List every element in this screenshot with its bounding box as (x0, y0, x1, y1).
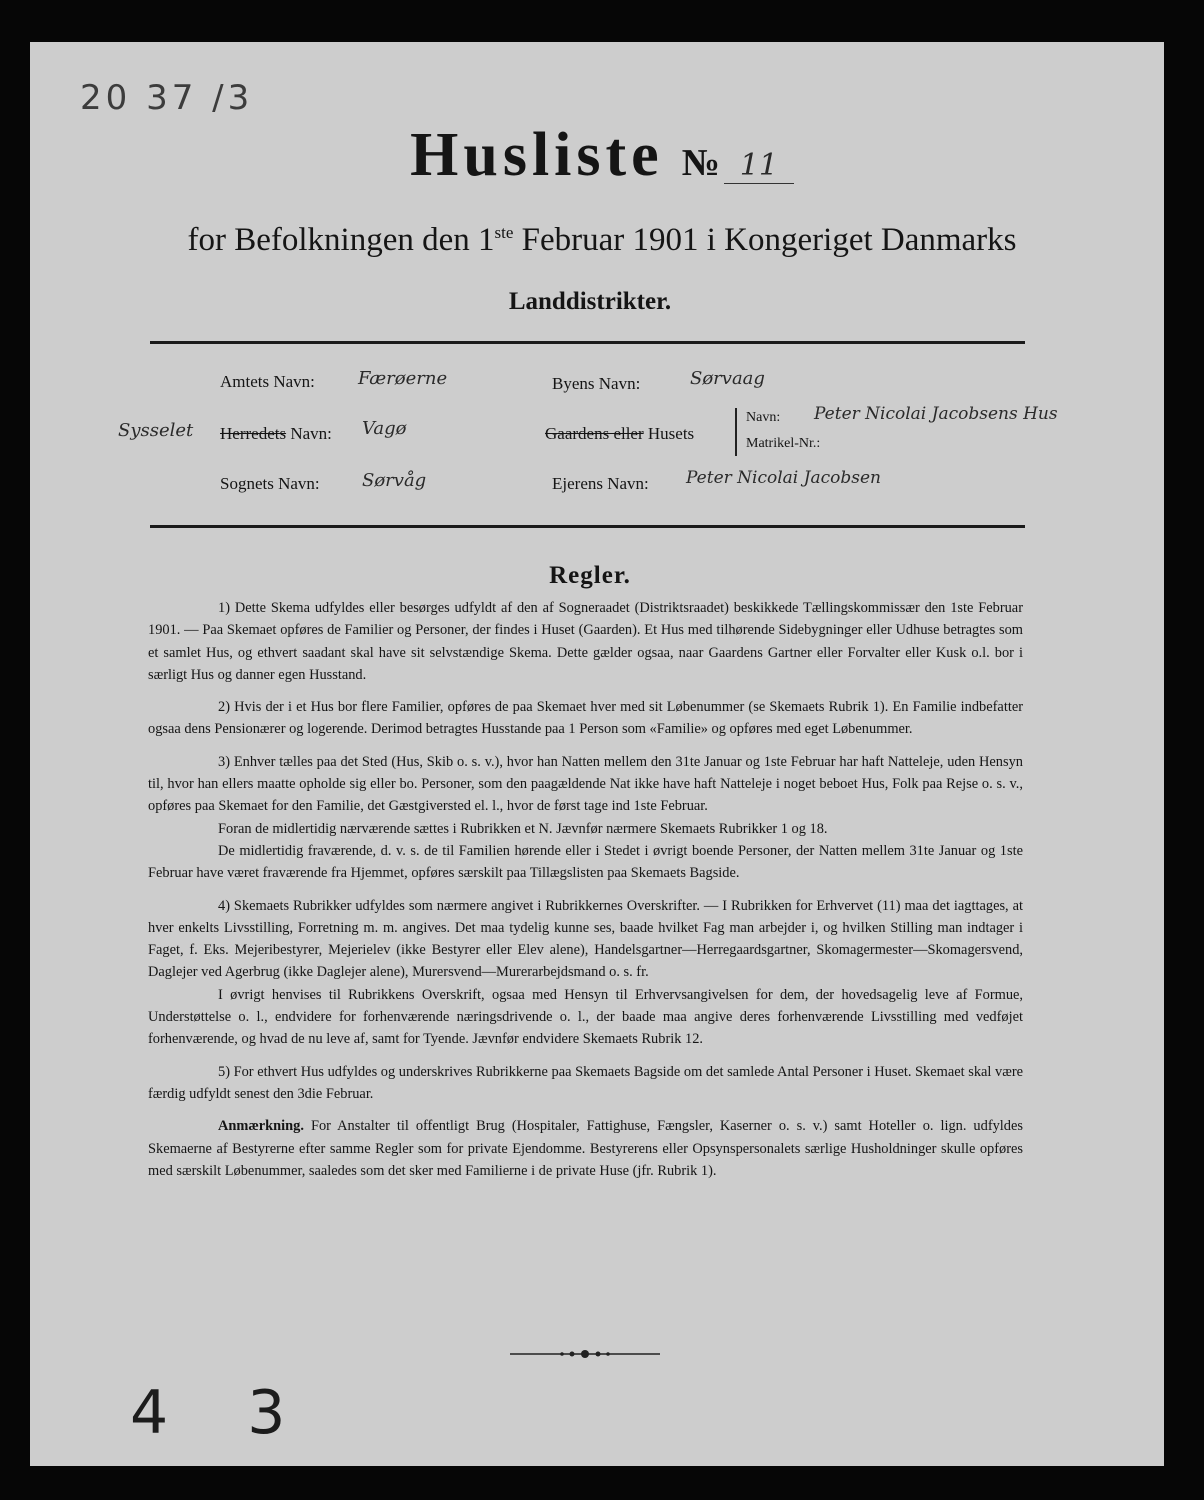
form-title: Husliste (410, 121, 664, 189)
title-block (0, 120, 1204, 191)
ornament-divider-icon (510, 1348, 660, 1360)
number-sign: № (681, 142, 720, 184)
note-text: For Anstalter til offentligt Brug (Hospitaler, Fattighuse, Fængsler, Kaserner o. s. v.) samt Hoteller o. lign. udfyldes Skemaerne af Bestyrerne efter samme Regler som for private Ejendomme. Bestyrerens eller Opsynspersonalets særlige Husholdninger skulle opføres med særskilt Løbenummer, saaledes som det sker med Familierne i de private Huse (jfr. Rubrik 1). (148, 1118, 1023, 1179)
rules-heading: Regler. (549, 562, 631, 589)
herred-navn: Navn: (286, 424, 332, 443)
navn-label: Navn: (746, 410, 781, 425)
rule-4b: I øvrigt henvises til Rubrikkens Overskrift, ogsaa med Hensyn til Erhvervsangivelsen for dem, der hovedsagelig leve af Formue, Understøttelse o. l., endvidere for forhenværende næringsdrivende o. l., der baade maa angive deres forhenværende Livsstilling med vedføjet forhenværende, og hvad de nu leve af, samt for Tyende. Jævnfør endvidere Skemaets Rubrik 12. (148, 986, 1023, 1048)
herred-label (220, 424, 332, 444)
rule-5: 5) For ethvert Hus udfyldes og underskrives Rubrikkerne paa Skemaets Bagside om det samlede Antal Personer i Huset. Skemaet skal være færdig udfyldt senest den 3die Februar. (148, 1063, 1023, 1102)
rule-3c: De midlertidig fraværende, d. v. s. de til Familien hørende eller i Stedet i øvrigt boende Personer, der Natten mellem 31te Januar og 1ste Februar have været fraværende fra Hjemmet, opføres særskilt paa Tillægslisten paa Skemaets Bagside. (148, 842, 1023, 882)
form-subtitle (0, 222, 1204, 259)
page-pencil-numbers: 4 3 (130, 1378, 316, 1448)
top-divider (150, 341, 1025, 344)
subtitle-part2: Februar 1901 i Kongeriget Danmarks (513, 222, 1017, 258)
bottom-divider (150, 525, 1025, 528)
rule-3a: 3) Enhver tælles paa det Sted (Hus, Skib o. s. v.), hvor han Natten mellem den 31te Januar og 1ste Februar har haft Natteleje, uden Hensyn til, hvor han ellers maatte opholde sig eller bo. Personer, som den paagældende Nat ikke have haft Natteleje i noget beboet Hus, Folk paa Rejse o. s. v., opføres paa Skemaet for den Familie, det Gæstgiversted el. l., hvor de først tage ind 1ste Februar. (148, 753, 1023, 815)
note-label: Anmærkning. (218, 1118, 304, 1135)
ejer-label: Ejerens Navn: (552, 474, 649, 493)
subtitle-superscript: ste (494, 223, 514, 242)
herred-struck-word: Herredets (220, 424, 287, 443)
annotation-note (148, 1115, 1023, 1182)
archive-pencil-numbers: 20 37 /3 (80, 78, 254, 118)
husets-word: Husets (643, 424, 695, 443)
rule-2: 2) Hvis der i et Hus bor flere Familier, opføres de paa Skemaet hver med sit Løbenummer (se Skemaets Rubrik 1). En Familie indbefatter ogsaa dens Pensionærer og logerende. Derimod betragtes Husstande paa 1 Person som «Familie» og opføres med eget Løbenummer. (148, 699, 1023, 738)
sogn-value: Sørvåg (362, 470, 427, 491)
herred-value: Vagø (362, 418, 407, 439)
rule-3b: Foran de midlertidig nærværende sættes i Rubrikken et N. Jævnfør nærmere Skemaets Rubrikker 1 og 18. (218, 820, 828, 837)
form-number: 11 (724, 148, 794, 184)
amt-value: Færøerne (358, 368, 448, 389)
navn-value: Peter Nicolai Jacobsens Hus (814, 404, 1058, 424)
by-value: Sørvaag (690, 368, 765, 389)
rules-body (148, 597, 1023, 1182)
herred-prefix: Sysselet (118, 420, 194, 441)
husets-label (545, 424, 694, 444)
ejer-value: Peter Nicolai Jacobsen (686, 468, 881, 488)
district-heading: Landdistrikter. (508, 288, 672, 315)
subtitle-part1: for Befolkningen den 1 (187, 222, 495, 258)
husets-bracket (735, 408, 737, 456)
gaard-struck-words: Gaardens eller (545, 424, 644, 443)
rule-1: 1) Dette Skema udfyldes eller besørges udfyldt af den af Sogneraadet (Distriktsraadet) beskikkede Tællingskommissær den 1ste Februar 1901. — Paa Skemaet opføres de Familier og Personer, der findes i Huset (Gaarden). Et Hus med tilhørende Sidebygninger eller Udhuse betragtes som et samlet Hus, og ethvert saadant skal have sit selvstændige Skema. Dette gælder ogsaa, naar Gaardens Gartner eller Forvalter eller Kusk o.l. bor i særligt Hus og danner egen Husstand. (148, 600, 1023, 683)
rule-4a: 4) Skemaets Rubrikker udfyldes som nærmere angivet i Rubrikkernes Overskrifter. — I Rubrikken for Erhvervet (11) maa det iagttages, at hver enkelts Livsstilling, Forretning m. m. angives. Det maa tydelig kunne ses, baade hvilket Fag man arbejder i, og hvilken Stilling man indtager i Faget, f. Eks. Mejeribestyrer, Mejerielev (ikke Bestyrer eller Elev alene), Handelsgartner—Herregaardsgartner, Skomagermester—Skomagersvend, Daglejer ved Agerbrug (ikke Daglejer alene), Murersvend—Murerarbejdsmand o. s. fr. (148, 897, 1023, 981)
sogn-label: Sognets Navn: (220, 474, 320, 493)
by-label: Byens Navn: (552, 374, 641, 393)
matrikel-label: Matrikel-Nr.: (746, 436, 821, 451)
amt-label: Amtets Navn: (220, 372, 315, 391)
